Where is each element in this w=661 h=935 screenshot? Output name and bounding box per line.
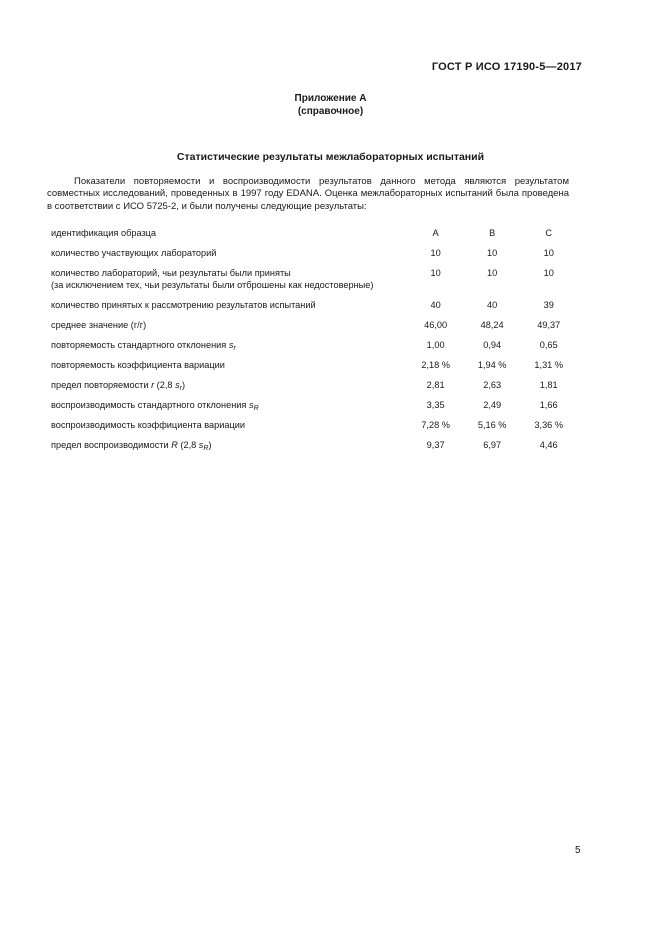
symbol-2-subscript: R (203, 445, 209, 452)
row-label: среднее значение (г/г) (51, 320, 147, 330)
value-c: 10 (543, 268, 554, 278)
row-label: повторяемость коэффициента вариации (51, 360, 225, 370)
symbol-subscript: R (253, 405, 259, 412)
table-row (47, 268, 577, 300)
value-b: 40 (487, 300, 498, 310)
value-a: 46,00 (424, 320, 448, 330)
value-a: 1,00 (426, 340, 445, 350)
symbol: s (228, 340, 234, 350)
table-row (47, 248, 577, 268)
symbol-subscript: r (233, 345, 236, 352)
value-b: 2,63 (483, 380, 502, 390)
value-c: 1,81 (539, 380, 558, 390)
symbol: r (151, 380, 155, 390)
value-c: 3,36 % (534, 420, 564, 430)
value-a: 40 (430, 300, 441, 310)
value-c: 10 (543, 248, 554, 258)
value-a: 2,81 (426, 380, 445, 390)
value-c: 1,66 (539, 400, 558, 410)
symbol-paren-open: (2,8 (177, 440, 199, 450)
appendix-heading (0, 92, 661, 118)
value-c: 39 (543, 300, 554, 310)
value-b: В (489, 228, 496, 238)
value-b: 2,49 (483, 400, 502, 410)
results-table (47, 228, 577, 460)
table-row (47, 420, 577, 440)
table-row (47, 440, 577, 460)
symbol-paren-open: (2,8 (154, 380, 176, 390)
symbol: R (171, 440, 178, 450)
table-row (47, 340, 577, 360)
value-c: С (545, 228, 553, 238)
value-c: 0,65 (539, 340, 558, 350)
row-label-line2: (за исключением тех, чьи результаты были отброшены как недостоверные) (51, 279, 374, 290)
value-a: 10 (430, 248, 441, 258)
table-row (47, 360, 577, 380)
row-label (47, 440, 407, 460)
table-row (47, 400, 577, 420)
value-b: 0,94 (483, 340, 502, 350)
row-label (47, 340, 407, 360)
intro-paragraph: Показатели повторяемости и воспроизводимости результатов данного метода являются результатом совместных исследований, проведенных в 1997 году EDANA. Оценка межлабораторных испытаний была проведена в соответствии с ИСО 5725-2, и были получены следующие результаты: (47, 176, 569, 212)
symbol-2: s (175, 380, 180, 390)
value-a: 2,18 % (421, 360, 450, 370)
value-a: 10 (430, 268, 441, 278)
row-label-text: воспроизводимость стандартного отклонения (51, 400, 247, 410)
symbol-paren-close: ) (182, 380, 186, 390)
value-a: А (432, 228, 439, 238)
row-label (47, 268, 407, 300)
appendix-title: Приложение А (294, 93, 367, 104)
row-label: количество принятых к рассмотрению результатов испытаний (51, 300, 316, 310)
value-c: 1,31 % (534, 360, 564, 370)
row-label-text: предел повторяемости (51, 380, 149, 390)
row-label: идентификация образца (51, 228, 157, 238)
value-b: 6,97 (483, 440, 502, 450)
row-label-text: повторяемость стандартного отклонения (51, 340, 227, 350)
value-b: 10 (487, 248, 498, 258)
section-title: Статистические результаты межлабораторных испытаний (176, 151, 485, 163)
value-a: 9,37 (426, 440, 445, 450)
row-label-text: предел воспроизводимости (51, 440, 169, 450)
value-a: 3,35 (426, 400, 445, 410)
page-number: 5 (575, 845, 581, 856)
row-label (47, 400, 407, 420)
value-b: 1,94 % (477, 360, 507, 370)
value-b: 10 (487, 268, 498, 278)
value-c: 49,37 (537, 320, 561, 330)
symbol-2: s (198, 440, 204, 450)
value-b: 5,16 % (477, 420, 507, 430)
symbol-2-subscript: r (179, 385, 182, 392)
standard-code: ГОСТ Р ИСО 17190-5—2017 (431, 61, 582, 73)
symbol: s (248, 400, 254, 410)
appendix-subtitle: (справочное) (297, 106, 364, 117)
value-a: 7,28 % (421, 420, 450, 430)
row-label: воспроизводимость коэффициента вариации (51, 420, 246, 430)
row-label-line1: количество лабораторий, чьи результаты были приняты (51, 268, 291, 278)
table-row (47, 320, 577, 340)
symbol-paren-close: ) (208, 440, 212, 450)
row-label: количество участвующих лабораторий (51, 248, 217, 258)
table-row (47, 380, 577, 400)
table-row (47, 228, 577, 248)
value-c: 4,46 (539, 440, 558, 450)
row-label (47, 380, 407, 400)
value-b: 48,24 (480, 320, 504, 330)
table-row (47, 300, 577, 320)
